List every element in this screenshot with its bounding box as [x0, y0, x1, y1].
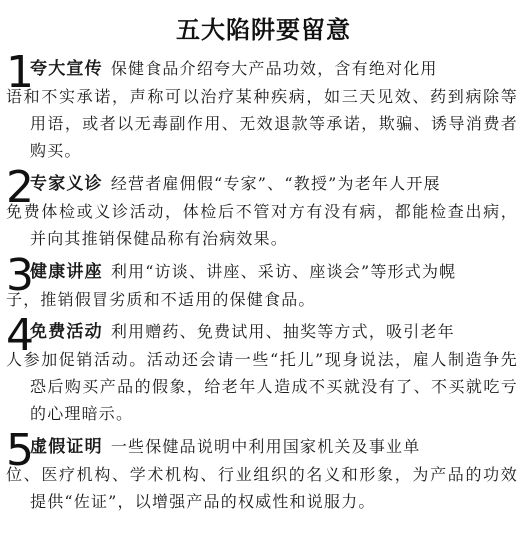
item-body	[6, 258, 518, 313]
item-heading: 虚假证明	[30, 437, 103, 457]
item-heading: 免费活动	[30, 322, 103, 342]
item-heading: 专家义诊	[30, 174, 103, 194]
item-body	[6, 433, 518, 515]
item-number: 2	[6, 162, 34, 213]
item-text: 人参加促销活动。活动还会请一些“托儿”现身说法，雇人制造争先恐后购买产品的假象，给老年人造成不买就没有了、不买就吃亏的心理暗示。	[6, 350, 518, 423]
item-number: 5	[6, 425, 34, 476]
item-text-first-line: 保健食品介绍夸大产品功效，含有绝对化用	[110, 59, 438, 78]
item-body	[6, 55, 518, 164]
item-heading: 夸大宣传	[30, 59, 103, 79]
item-text: 子，推销假冒劣质和不适用的保健食品。	[6, 290, 316, 309]
item-text: 免费体检或义诊活动，体检后不管对方有没有病，都能检查出病，并向其推销保健品称有治病效果。	[6, 202, 518, 248]
trap-item-1	[6, 47, 518, 164]
trap-item-5	[6, 425, 518, 515]
item-number: 1	[6, 47, 34, 98]
item-number: 4	[6, 310, 34, 361]
page-title: 五大陷阱要留意	[176, 16, 351, 44]
item-number: 3	[6, 250, 34, 301]
item-body	[6, 170, 518, 252]
item-text-first-line: 利用“访谈、讲座、采访、座谈会”等形式为幌	[110, 262, 457, 281]
trap-item-2	[6, 162, 518, 252]
item-body	[6, 318, 518, 427]
item-text-first-line: 一些保健品说明中利用国家机关及事业单	[110, 437, 421, 456]
item-heading: 健康讲座	[30, 262, 103, 282]
trap-item-3	[6, 250, 518, 313]
item-text: 语和不实承诺，声称可以治疗某种疾病，如三天见效、药到病除等用语，或者以无毒副作用、无效退款等承诺，欺骗、诱导消费者购买。	[6, 87, 518, 160]
item-text-first-line: 利用赠药、免费试用、抽奖等方式，吸引老年	[110, 322, 455, 341]
item-text: 位、医疗机构、学术机构、行业组织的名义和形象，为产品的功效提供“佐证”，以增强产品的权威性和说服力。	[6, 465, 518, 511]
trap-item-4	[6, 310, 518, 427]
item-text-first-line: 经营者雇佣假“专家”、“教授”为老年人开展	[110, 174, 441, 193]
